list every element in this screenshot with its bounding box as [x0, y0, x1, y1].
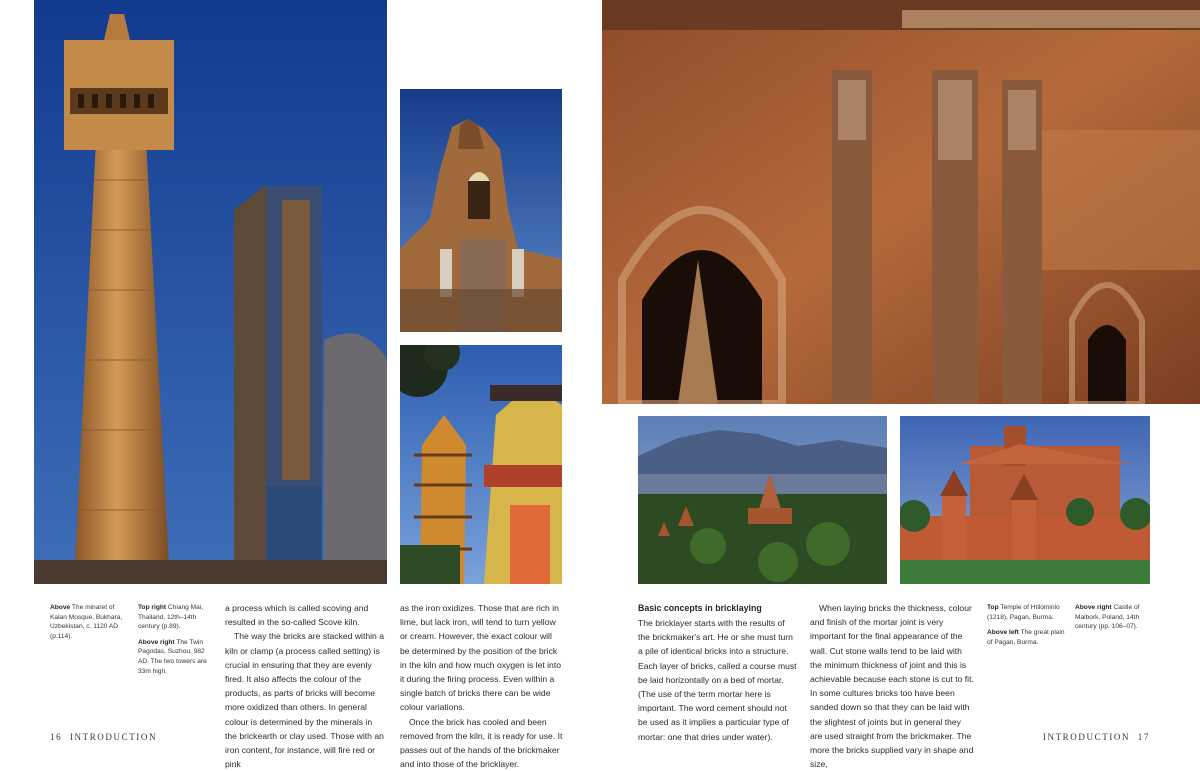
caption-right-column-a [987, 603, 1067, 653]
page-number: 16 [50, 732, 63, 742]
paragraph: Once the brick has cooled and been removed from the kiln, it is ready for use. It passes out of the hands of the brickmaker and into those of the bricklayer. [400, 716, 563, 770]
caption-label: Above left [987, 629, 1019, 637]
body-column-right-1 [638, 602, 798, 744]
paragraph: as the iron oxidizes. Those that are rich in lime, but lack iron, will tend to turn yellow or cream. However, the exact colour will be determined by the position of the brick in the kiln and how much oxygen is let into it during the firing process. Even within a single batch of bricks there can be wide colour variations. [400, 603, 561, 713]
caption-text: The minaret of Kalan Mosque, Bukhara, Uzbekistan, c. 1120 AD (p.114). [50, 604, 123, 640]
caption-text: Castle of Malbork, Poland, 14th century (pp. 106–07). [1075, 604, 1140, 631]
running-head: INTRODUCTION [69, 732, 158, 742]
caption-text: Chiang Mai, Thailand, 12th–14th century (p.89). [138, 604, 204, 631]
caption-above-right [1075, 603, 1153, 632]
caption-label: Above [50, 604, 71, 611]
running-head: INTRODUCTION [1042, 732, 1131, 742]
caption-above [50, 603, 128, 641]
photo-minaret-bukhara [34, 0, 387, 584]
caption-top [987, 603, 1067, 622]
section-heading: Basic concepts in bricklaying [638, 603, 762, 613]
caption-text: The great plain of Pagan, Burma. [987, 629, 1065, 646]
paragraph: When laying bricks the thickness, colour and finish of the mortar joint is very important for the final appearance of the wall. Cut stone walls tend to be laid with the minimum thickness of joint and this is achievable because each stone is cut to fit. In some cultures bricks too have been sanded down so that they can be laid with the slightest of joints but in general they are used straight from the brickmaker. The more the bricks supplied vary in shape and size, [810, 603, 974, 770]
caption-label: Top [987, 604, 999, 611]
paragraph: a process which is called scoving and resulted in the so-called Scove kiln. [225, 603, 369, 628]
caption-text: Temple of Htilominlo (1218), Pagan, Burma. [987, 604, 1060, 621]
body-column-left-2 [400, 601, 563, 771]
body-column-left-1 [225, 601, 386, 771]
caption-above-right [138, 638, 214, 676]
photo-htilominlo-temple [602, 0, 1200, 404]
caption-label: Above right [138, 638, 175, 646]
page-number: 17 [1137, 732, 1150, 742]
caption-above-left [987, 628, 1067, 647]
caption-label: Above right [1075, 604, 1112, 611]
paragraph: The bricklayer starts with the results of the brickmaker's art. He or she must turn a pile of identical bricks into a structure. Each layer of bricks, called a course must be laid horizontally on a bed of mortar. (The use of the term mortar here is important. The word cement should not be used as it implies a particular type of mortar: one that dries under water). [638, 618, 797, 742]
folio-left [50, 732, 157, 742]
body-column-right-2 [810, 601, 974, 771]
photo-chiang-mai-temple [400, 89, 562, 332]
photo-castle-of-malbork [900, 416, 1150, 584]
paragraph: The way the bricks are stacked within a kiln or clamp (a process called setting) is crucial in ensuring that they are evenly fired. It also affects the colour of the products, as parts of bricks will become more oxidized than others. In general colour is determined by the minerals in the brickearth or clay used. Those with an iron content, for instance, will fire red or pink [225, 631, 384, 770]
photo-plain-of-pagan [638, 416, 887, 584]
caption-right-column [138, 603, 214, 682]
caption-label: Top right [138, 604, 167, 611]
photo-twin-pagodas-suzhou [400, 345, 562, 584]
folio-right [1043, 732, 1150, 742]
caption-top-right [138, 603, 214, 632]
caption-text: The Twin Pagodas, Suzhou, 982 AD. The two towers are 33m high. [138, 638, 207, 675]
